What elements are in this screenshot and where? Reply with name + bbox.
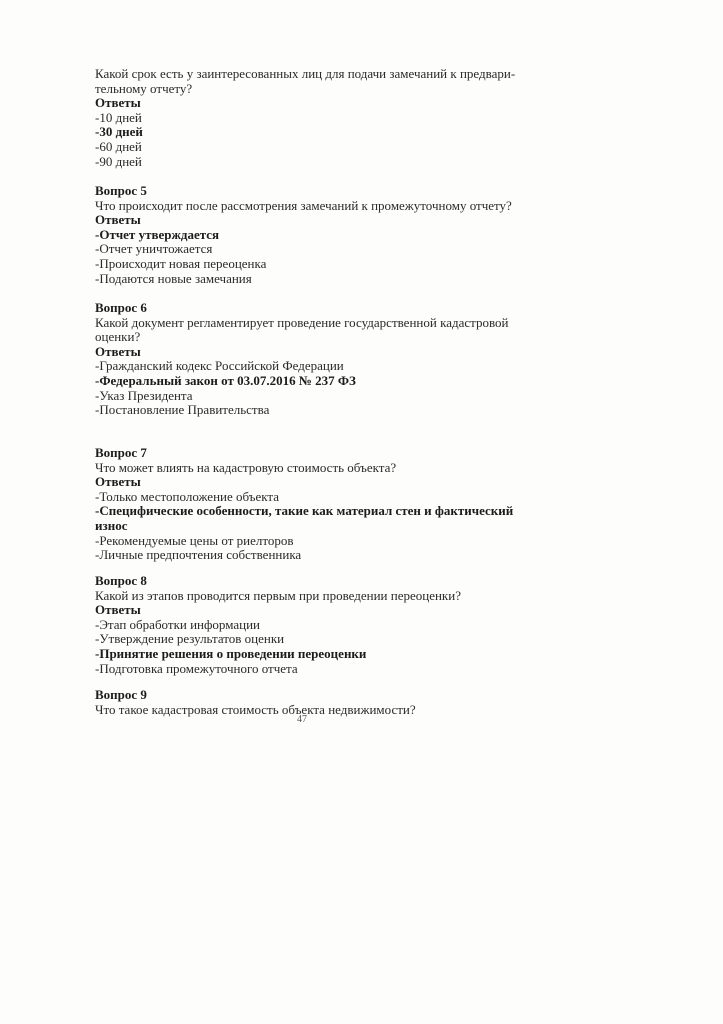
answers-label: Ответы	[95, 602, 141, 618]
answer-item: -Подготовка промежуточного отчета	[95, 660, 298, 676]
page-number: 47	[297, 714, 307, 725]
answer-item-correct: -Специфические особенности, такие как материал стен и фактический	[95, 503, 514, 519]
answer-item: -60 дней	[95, 138, 142, 154]
answer-item: -Подаются новые замечания	[95, 270, 252, 286]
question-4	[95, 67, 525, 169]
answer-item-correct: -Принятие решения о проведении переоценки	[95, 645, 367, 661]
answer-item: -Отчет уничтожается	[95, 241, 213, 257]
question-8	[95, 574, 525, 676]
answers-label: Ответы	[95, 474, 141, 490]
answers-label: Ответы	[95, 343, 141, 359]
answer-item-correct: -30 дней	[95, 124, 143, 140]
answer-item: -Указ Президента	[95, 387, 193, 403]
answer-item: -10 дней	[95, 109, 142, 125]
answer-item: -Рекомендуемые цены от риелторов	[95, 532, 294, 548]
answers-label: Ответы	[95, 212, 141, 228]
answer-item: -Гражданский кодекс Российской Федерации	[95, 358, 344, 374]
answer-item: -Личные предпочтения собственника	[95, 547, 302, 563]
question-title: Вопрос 6	[95, 300, 147, 315]
question-6	[95, 301, 525, 418]
answer-item-correct: -Федеральный закон от 03.07.2016 № 237 ФЗ	[95, 372, 356, 388]
question-title: Вопрос 8	[95, 573, 147, 588]
question-title: Вопрос 9	[95, 687, 147, 702]
answers-label: Ответы	[95, 95, 141, 111]
answer-item-correct: -Отчет утверждается	[95, 226, 220, 242]
answer-item: -Постановление Правительства	[95, 402, 270, 418]
answer-item: -Происходит новая переоценка	[95, 255, 267, 271]
answer-item: -Только местоположение объекта	[95, 488, 280, 504]
question-text: тельному отчету?	[95, 80, 193, 96]
answer-item: -90 дней	[95, 153, 142, 169]
question-text: Какой срок есть у заинтересованных лиц для подачи замечаний к предвари-	[95, 66, 516, 81]
answer-item: -Утверждение результатов оценки	[95, 631, 285, 647]
question-9	[95, 688, 525, 717]
answer-item: -Этап обработки информации	[95, 616, 261, 632]
question-text: Что такое кадастровая стоимость объекта недвижимости?	[95, 701, 416, 717]
question-text: Что может влиять на кадастровую стоимость объекта?	[95, 459, 397, 475]
answer-item-correct: износ	[95, 517, 128, 533]
question-title: Вопрос 7	[95, 445, 147, 460]
question-text: Какой из этапов проводится первым при проведении переоценки?	[95, 587, 461, 603]
question-5	[95, 184, 525, 286]
question-7	[95, 446, 525, 563]
question-title: Вопрос 5	[95, 183, 147, 198]
question-text: оценки?	[95, 329, 141, 345]
question-text: Какой документ регламентирует проведение государственной кадастровой	[95, 314, 509, 330]
question-text: Что происходит после рассмотрения замечаний к промежуточному отчету?	[95, 197, 512, 213]
